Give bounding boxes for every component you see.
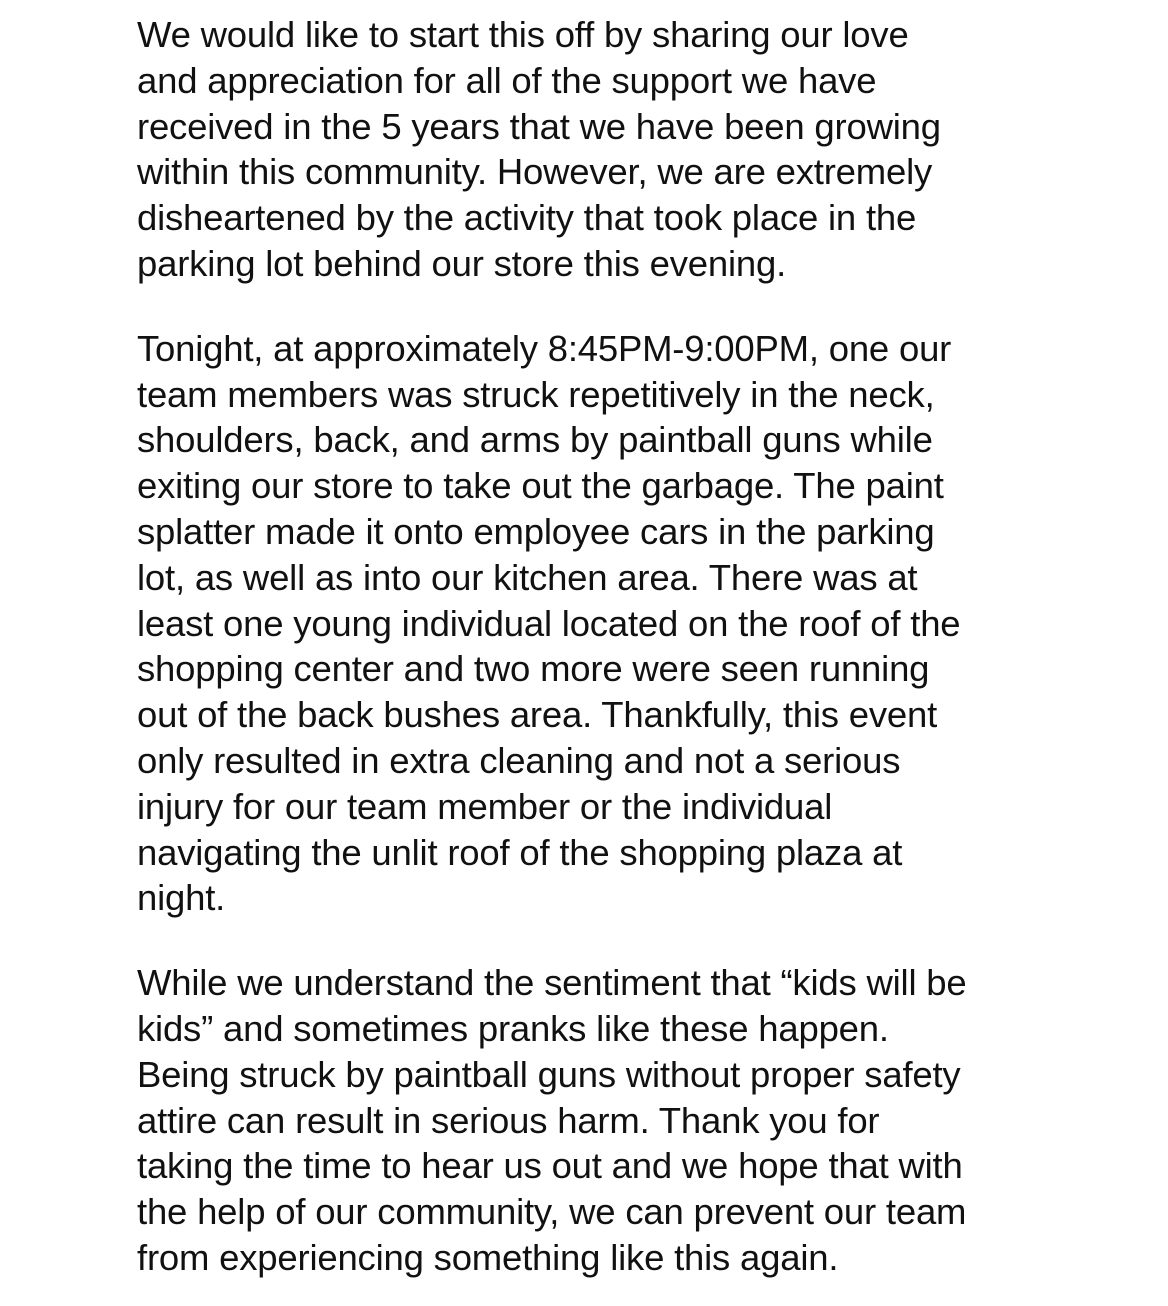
paragraph-closing: While we understand the sentiment that “kids will be kids” and sometimes pranks like these happen. Being struck by paintball guns without proper safety attire can result in serious harm. Thank you for taking the time to hear us out and we hope that with the help of our community, we can prevent our team from experiencing something like this again. xyxy=(137,962,967,1278)
paragraph-appreciation: We would like to start this off by sharing our love and appreciation for all of the support we have received in the 5 years that we have been growing within this community. However, we are extremely disheartened by the activity that took place in the parking lot behind our store this evening. xyxy=(137,14,941,284)
paragraph-incident: Tonight, at approximately 8:45PM-9:00PM, one our team members was struck repetitively in the neck, shoulders, back, and arms by paintball guns while exiting our store to take out the garbage. The paint splatter made it onto employee cars in the parking lot, as well as into our kitchen area. There was at least one young individual located on the roof of the shopping center and two more were seen running out of the back bushes area. Thankfully, this event only resulted in extra cleaning and not a serious injury for our team member or the individual navigating the unlit roof of the shopping plaza at night. xyxy=(137,327,961,919)
note-body xyxy=(137,12,1147,1281)
